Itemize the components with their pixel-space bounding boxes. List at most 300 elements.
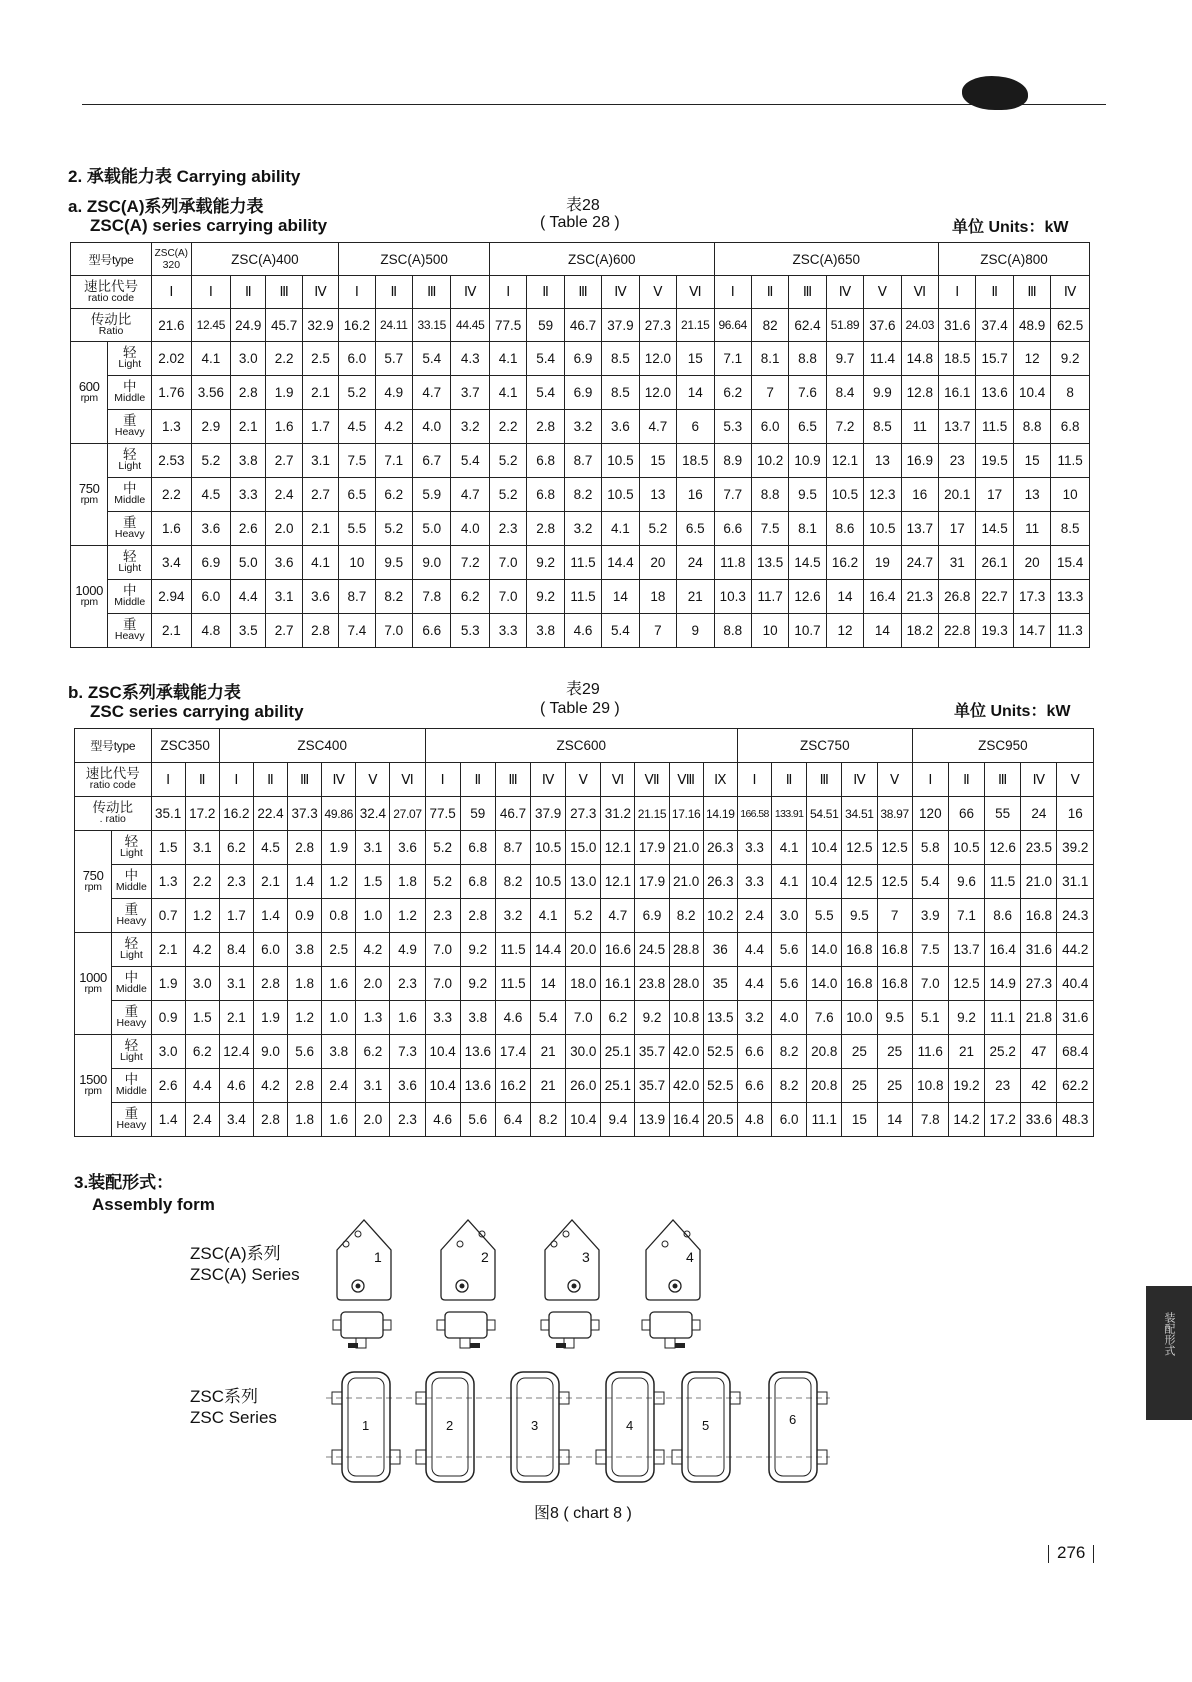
table29-ratio-code-15: Ⅷ [669,763,703,797]
table-cell: 14.4 [531,933,566,967]
table-cell: 4.4 [737,933,771,967]
table-cell: 6.2 [375,478,412,512]
table-cell: 7.1 [948,899,984,933]
table29-ratio-code-23: Ⅱ [948,763,984,797]
table-cell: 10.0 [842,1001,877,1035]
table28-load-cn: 轻 [123,345,137,360]
table-cell: 8.9 [714,444,751,478]
table-cell: 7 [639,614,676,648]
table29-ratio-code-19: Ⅲ [807,763,842,797]
table-cell: 24.7 [901,546,938,580]
table-cell: 6.8 [460,831,495,865]
table28-title-en: ZSC(A) series carrying ability [90,216,328,235]
table-cell: 31.6 [1021,933,1057,967]
table28-ratio-7: 33.15 [413,309,451,342]
table-cell: 1.8 [288,1103,322,1137]
table29-ratio-code-25: Ⅳ [1021,763,1057,797]
table-cell: 4.9 [375,376,412,410]
table-cell: 7.0 [425,933,460,967]
table28-ratio-17: 62.4 [789,309,826,342]
table-cell: 11.1 [985,1001,1021,1035]
table-cell: 16 [677,478,714,512]
table29-ratio-15: 17.16 [669,797,703,831]
table29-speed-2-unit: rpm [84,1085,102,1097]
table-cell: 5.4 [527,376,564,410]
table-cell: 9.6 [948,865,984,899]
table-cell: 3.0 [185,967,219,1001]
table29-ratio-10: 46.7 [495,797,530,831]
table-cell: 2.9 [191,410,231,444]
table-cell: 5.3 [714,410,751,444]
table29-ratio-code-3: Ⅱ [253,763,287,797]
table29-ratio-code-0: Ⅰ [151,763,185,797]
table-cell: 5.3 [451,614,490,648]
table-cell: 6.6 [714,512,751,546]
table28-load-en: Middle [114,494,146,506]
table-cell: 5.6 [460,1103,495,1137]
table28-ratio-14: 21.15 [677,309,714,342]
table-cell: 13.0 [566,865,601,899]
table-cell: 2.6 [231,512,266,546]
table-cell: 2.8 [253,967,287,1001]
table-cell: 24 [677,546,714,580]
table-cell: 11.5 [985,865,1021,899]
table-cell: 4.7 [413,376,451,410]
table-cell: 2.1 [152,614,192,648]
table28-ratio-code-4: Ⅳ [302,276,338,309]
table-cell: 17 [976,478,1013,512]
table29-ratio-en: . ratio [99,813,126,825]
table-cell: 52.5 [703,1035,737,1069]
table-cell: 10.4 [425,1035,460,1069]
table29-units: 单位 Units：kW [954,703,1071,720]
table-cell: 11.8 [714,546,751,580]
table29-ratio-3: 22.4 [253,797,287,831]
table29-type-label: 型号type [75,729,152,763]
table-cell: 2.7 [266,444,302,478]
table28-ratio-code-21: Ⅰ [939,276,976,309]
table-cell: 2.02 [152,342,192,376]
table28-ratio-code-cn: 速比代号 [84,278,139,294]
table29-load-en: Light [120,1051,143,1063]
zsc-assembly-4 [596,1372,664,1482]
table-cell: 11.3 [1051,614,1090,648]
table29-ratio-code-18: Ⅱ [772,763,807,797]
table-cell: 7.5 [912,933,948,967]
table-cell: 10.2 [751,444,788,478]
table-cell: 3.56 [191,376,231,410]
zsca-assembly-1 [333,1220,391,1348]
table-cell: 16.2 [826,546,863,580]
table-cell: 5.5 [807,899,842,933]
table28-ratio-code-20: Ⅵ [901,276,938,309]
section3-title-cn: 3.装配形式： [74,1173,174,1192]
table-cell: 2.8 [231,376,266,410]
table-cell: 8.8 [1013,410,1050,444]
zsca-assembly-number: 4 [686,1249,694,1265]
table-cell: 26.0 [566,1069,601,1103]
table-cell: 7.7 [714,478,751,512]
table-cell: 1.0 [322,1001,356,1035]
table28-ratio-22: 37.4 [976,309,1013,342]
table-cell: 11.5 [564,546,601,580]
table-cell: 6.8 [527,444,564,478]
table29-ratio-code-24: Ⅲ [985,763,1021,797]
table29-load-cn: 轻 [124,834,139,849]
table29-ratio-code-17: Ⅰ [737,763,771,797]
table-cell: 10.3 [714,580,751,614]
table-cell: 68.4 [1057,1035,1094,1069]
table-cell: 7.5 [751,512,788,546]
table28-load-cn: 重 [123,515,137,530]
table-cell: 25.2 [985,1035,1021,1069]
table-cell: 7.3 [390,1035,425,1069]
table-cell: 2.3 [219,865,253,899]
table-cell: 39.2 [1057,831,1094,865]
table-cell: 4.2 [253,1069,287,1103]
table-cell: 8.2 [495,865,530,899]
table29-ratio-code-8: Ⅰ [425,763,460,797]
table28-ratio-code-0: Ⅰ [152,276,192,309]
table-cell: 8.5 [864,410,901,444]
table29-group-4: ZSC950 [912,729,1093,763]
table-cell: 7.0 [425,967,460,1001]
table-cell: 12.4 [219,1035,253,1069]
table-cell: 9.5 [877,1001,912,1035]
table-cell: 22.8 [939,614,976,648]
table-cell: 26.3 [703,865,737,899]
table-cell: 26.3 [703,831,737,865]
table-cell: 4.0 [413,410,451,444]
table-cell: 17 [939,512,976,546]
table-cell: 4.7 [639,410,676,444]
table-cell: 6.0 [751,410,788,444]
table28-ratio-code-24: Ⅳ [1051,276,1090,309]
table-cell: 6 [677,410,714,444]
table-cell: 16.8 [877,967,912,1001]
table-cell: 12.3 [864,478,901,512]
table28-ratio-code-7: Ⅲ [413,276,451,309]
table-cell: 14 [531,967,566,1001]
table-cell: 17.2 [985,1103,1021,1137]
table-cell: 6.0 [339,342,375,376]
table-cell: 21.0 [1021,865,1057,899]
table28-ratio-4: 32.9 [302,309,338,342]
table-cell: 7.0 [489,546,526,580]
table-cell: 14.5 [976,512,1013,546]
table-cell: 8.8 [751,478,788,512]
table-cell: 6.5 [677,512,714,546]
table28-load-cn: 中 [123,481,137,496]
table-cell: 8.8 [714,614,751,648]
table29-ratio-5: 49.86 [322,797,356,831]
table-cell: 8.2 [375,580,412,614]
table-cell: 5.6 [772,933,807,967]
table-cell: 9.2 [527,546,564,580]
table-cell: 16.4 [669,1103,703,1137]
table28-speed-2-rpm: 1000 [75,583,104,598]
table-cell: 5.8 [912,831,948,865]
page-number-text: 276 [1057,1543,1086,1562]
table-cell: 6.6 [737,1035,771,1069]
zsc-assembly-number: 1 [362,1418,370,1433]
table-cell: 3.3 [231,478,266,512]
zsc-assembly-3 [511,1372,569,1482]
table29-ratio-23: 66 [948,797,984,831]
table-cell: 7.2 [451,546,490,580]
table-cell: 11.5 [1051,444,1090,478]
table-cell: 8.6 [826,512,863,546]
table29-ratio-19: 54.51 [807,797,842,831]
table-cell: 9.7 [826,342,863,376]
table-cell: 7.6 [789,376,826,410]
table-cell: 14 [602,580,639,614]
table28-ratio-code-18: Ⅳ [826,276,863,309]
table-cell: 13.5 [751,546,788,580]
table-cell: 12 [826,614,863,648]
table-cell: 1.2 [390,899,425,933]
table-cell: 23.8 [635,967,669,1001]
table29-ratio-8: 77.5 [425,797,460,831]
table-cell: 20.1 [939,478,976,512]
zsc-assembly-number: 4 [626,1418,634,1433]
table29-ratio-code-13: Ⅵ [601,763,635,797]
table-cell: 6.9 [191,546,231,580]
table29-ratio-code-1: Ⅱ [185,763,219,797]
table-cell: 2.4 [185,1103,219,1137]
table-cell: 7.0 [912,967,948,1001]
table-cell: 1.6 [152,512,192,546]
table-cell: 1.2 [288,1001,322,1035]
table-cell: 14.9 [985,967,1021,1001]
table-cell: 16 [901,478,938,512]
table28-caption-en: ( Table 28 ) [540,214,620,231]
table-cell: 1.9 [322,831,356,865]
table-cell: 5.5 [339,512,375,546]
table-cell: 3.6 [390,831,425,865]
table-cell: 20.8 [807,1069,842,1103]
table-cell: 13.6 [976,376,1013,410]
table-cell: 5.6 [772,967,807,1001]
table29-ratio-4: 37.3 [288,797,322,831]
table-cell: 19 [864,546,901,580]
table29-ratio-22: 120 [912,797,948,831]
table29-ratio-code-26: Ⅴ [1057,763,1094,797]
side-tab-text: 装配形式 [1163,1312,1175,1356]
table-cell: 13 [639,478,676,512]
table-cell: 21 [531,1035,566,1069]
table-cell: 3.1 [219,967,253,1001]
table-cell: 11.5 [495,967,530,1001]
table28-ratio-code-10: Ⅱ [527,276,564,309]
table-cell: 1.9 [253,1001,287,1035]
table-cell: 18.5 [939,342,976,376]
table28-load-cn: 轻 [123,447,137,462]
table-cell: 9.9 [864,376,901,410]
table-cell: 13.7 [901,512,938,546]
table-cell: 5.1 [912,1001,948,1035]
table-cell: 6.2 [451,580,490,614]
table-cell: 5.2 [339,376,375,410]
table29-load-cn: 中 [124,1072,139,1087]
table-cell: 5.2 [425,831,460,865]
table-cell: 3.6 [191,512,231,546]
table-cell: 6.5 [789,410,826,444]
table-cell: 9.0 [253,1035,287,1069]
table-cell: 25.1 [601,1035,635,1069]
table-cell: 1.9 [151,967,185,1001]
table-cell: 44.2 [1057,933,1094,967]
table29-ratio-cn: 传动比 [92,800,134,815]
table-cell: 4.0 [451,512,490,546]
table-cell: 18.5 [677,444,714,478]
table-cell: 8.7 [339,580,375,614]
table28-ratio-code-8: Ⅳ [451,276,490,309]
table28-ratio-20: 24.03 [901,309,938,342]
table28-group-first-a: ZSC(A) [154,247,189,259]
table-cell: 26.8 [939,580,976,614]
table-cell: 3.4 [219,1103,253,1137]
table-cell: 15.0 [566,831,601,865]
table-cell: 8 [1051,376,1090,410]
table-cell: 4.1 [772,831,807,865]
table-cell: 11.4 [864,342,901,376]
table-cell: 5.2 [566,899,601,933]
table-cell: 13 [864,444,901,478]
table-cell: 17.3 [1013,580,1050,614]
table28-load-en: Heavy [114,426,145,438]
table-cell: 2.94 [152,580,192,614]
chart8-caption: 图8 ( chart 8 ) [534,1505,632,1522]
table-cell: 13.9 [635,1103,669,1137]
table-cell: 4.2 [356,933,390,967]
table-cell: 1.4 [288,865,322,899]
table-cell: 14 [864,614,901,648]
table28-ratio-cn: 传动比 [90,311,132,327]
table29-group-1: ZSC400 [219,729,425,763]
table-cell: 5.6 [288,1035,322,1069]
table29-ratio-13: 31.2 [601,797,635,831]
table28-load-en: Middle [114,596,146,608]
table29-speed-1-unit: rpm [84,983,102,995]
table-cell: 8.2 [531,1103,566,1137]
table-cell: 2.7 [266,614,302,648]
zsc-assembly-6 [769,1372,827,1482]
table-cell: 16.8 [842,933,877,967]
table29-caption-cn: 表29 [566,681,600,698]
table-cell: 4.1 [489,342,526,376]
table-cell: 12.1 [826,444,863,478]
table-cell: 2.8 [460,899,495,933]
table-cell: 3.0 [772,899,807,933]
table-cell: 4.6 [425,1103,460,1137]
table28-speed-1-rpm: 750 [78,481,100,496]
table-cell: 4.1 [191,342,231,376]
zsca-side-view [445,1312,487,1338]
table-cell: 4.5 [253,831,287,865]
table-cell: 4.1 [602,512,639,546]
table-cell: 12.5 [877,831,912,865]
table28-load-en: Heavy [114,528,145,540]
table28-group-1: ZSC(A)500 [339,243,490,276]
table-cell: 3.3 [737,865,771,899]
table28-ratio-code-15: Ⅰ [714,276,751,309]
table-cell: 7.0 [375,614,412,648]
table-cell: 11.5 [976,410,1013,444]
table-cell: 4.1 [531,899,566,933]
table-cell: 3.0 [151,1035,185,1069]
table-cell: 21 [531,1069,566,1103]
table-cell: 11.6 [912,1035,948,1069]
table-cell: 10.5 [531,865,566,899]
table-cell: 5.2 [375,512,412,546]
table-cell: 10.5 [602,478,639,512]
table-cell: 9.2 [460,967,495,1001]
table-cell: 3.8 [460,1001,495,1035]
zsc-assembly-diagrams [326,1372,830,1482]
table28-ratio-1: 12.45 [191,309,231,342]
zsc-assembly-number: 3 [531,1418,539,1433]
table-cell: 21.8 [1021,1001,1057,1035]
table29-ratio-code-cn: 速比代号 [85,766,140,781]
table-cell: 3.3 [737,831,771,865]
table29-ratio-21: 38.97 [877,797,912,831]
table-cell: 9.2 [1051,342,1090,376]
table-cell: 26.1 [976,546,1013,580]
table28-ratio-13: 27.3 [639,309,676,342]
table-cell: 10.4 [807,865,842,899]
table-cell: 0.8 [322,899,356,933]
table-cell: 13.7 [948,933,984,967]
table-cell: 4.6 [495,1001,530,1035]
table28-ratio-code-3: Ⅲ [266,276,302,309]
table-cell: 1.4 [253,899,287,933]
table-cell: 10.8 [912,1069,948,1103]
table-cell: 2.0 [266,512,302,546]
table29-ratio-12: 27.3 [566,797,601,831]
table28-load-cn: 重 [123,617,137,632]
table-cell: 20.0 [566,933,601,967]
table-cell: 10.5 [826,478,863,512]
table29-load-cn: 重 [124,1106,139,1121]
table-cell: 14 [877,1103,912,1137]
zsc-series-en: ZSC Series [190,1408,277,1427]
table29-ratio-code-7: Ⅵ [390,763,425,797]
table-cell: 15.4 [1051,546,1090,580]
table-cell: 16.1 [939,376,976,410]
table-cell: 0.9 [288,899,322,933]
table-cell: 18.2 [901,614,938,648]
table29-load-cn: 中 [124,970,139,985]
table-cell: 6.5 [339,478,375,512]
table-cell: 31 [939,546,976,580]
table-cell: 11.5 [564,580,601,614]
table-cell: 0.9 [151,1001,185,1035]
table-cell: 5.7 [375,342,412,376]
zsc-assembly-1 [332,1372,400,1482]
table28-ratio-9: 77.5 [489,309,526,342]
table29-ratio-6: 32.4 [356,797,390,831]
zsca-assembly-2 [437,1220,495,1348]
table-cell: 16.9 [901,444,938,478]
table-cell: 4.2 [375,410,412,444]
table-cell: 8.1 [789,512,826,546]
table-cell: 16.4 [864,580,901,614]
table29-ratio-25: 24 [1021,797,1057,831]
table28-group-2: ZSC(A)600 [489,243,714,276]
table-cell: 13.6 [460,1069,495,1103]
table-cell: 4.7 [601,899,635,933]
